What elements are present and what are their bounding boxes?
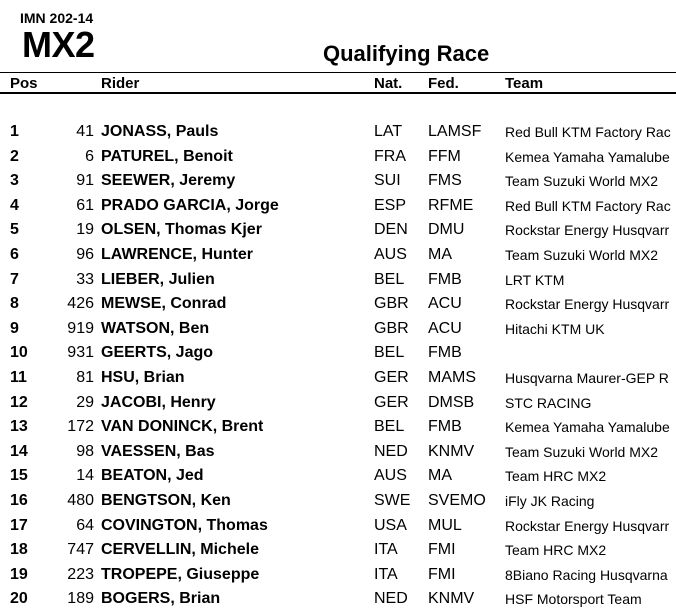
team-name: Red Bull KTM Factory Rac: [505, 197, 671, 214]
nationality: ESP: [374, 196, 407, 214]
race-number: 172: [67, 418, 94, 436]
rider-name: HSU, Brian: [101, 368, 185, 386]
nationality: ITA: [374, 541, 398, 559]
event-code: IMN 202-14: [20, 10, 94, 26]
federation: MA: [428, 467, 452, 485]
team-name: STC RACING: [505, 394, 592, 411]
table-row: [0, 268, 676, 293]
race-number: 96: [76, 245, 94, 263]
race-number: 931: [67, 344, 94, 362]
race-number: 29: [76, 393, 94, 411]
federation: ACU: [428, 295, 462, 313]
rider-name: VAN DONINCK, Brent: [101, 418, 264, 436]
rider-name: VAESSEN, Bas: [101, 442, 215, 460]
position: 6: [10, 245, 19, 263]
nationality: USA: [374, 516, 407, 534]
position: 2: [10, 147, 19, 165]
class-name: MX2: [22, 24, 95, 65]
team-name: Team Suzuki World MX2: [505, 173, 659, 190]
table-row: [0, 243, 676, 268]
federation: DMU: [428, 221, 465, 239]
team-name: LRT KTM: [505, 271, 565, 288]
race-number: 426: [67, 295, 94, 313]
race-number: 480: [67, 491, 94, 509]
position: 3: [10, 172, 19, 190]
federation: FMS: [428, 172, 462, 190]
team-name: Rockstar Energy Husqvarr: [505, 517, 670, 534]
federation: MAMS: [428, 368, 476, 386]
federation: FMI: [428, 565, 456, 583]
team-name: Kemea Yamaha Yamalube: [505, 419, 670, 436]
position: 9: [10, 319, 19, 337]
table-row: [0, 169, 676, 194]
nationality: GBR: [374, 319, 409, 337]
rider-name: PATUREL, Benoit: [101, 147, 233, 165]
nationality: GBR: [374, 295, 409, 313]
team-name: Team Suzuki World MX2: [505, 443, 659, 460]
nationality: BEL: [374, 344, 405, 362]
table-row: [0, 366, 676, 391]
race-number: 64: [76, 516, 94, 534]
position: 11: [10, 368, 27, 386]
team-name: Hitachi KTM UK: [505, 320, 605, 337]
race-number: 81: [76, 368, 94, 386]
column-header-fed: Fed.: [428, 75, 459, 92]
federation: ACU: [428, 319, 462, 337]
position: 17: [10, 516, 28, 534]
column-header-pos: Pos: [10, 75, 38, 92]
column-header-nat: Nat.: [374, 75, 403, 92]
federation: KNMV: [428, 590, 475, 608]
position: 16: [10, 491, 28, 509]
team-name: Rockstar Energy Husqvarr: [505, 222, 670, 239]
race-number: 223: [67, 565, 94, 583]
results-table: [0, 120, 676, 612]
position: 12: [10, 393, 28, 411]
rider-name: BEATON, Jed: [101, 467, 204, 485]
team-name: Rockstar Energy Husqvarr: [505, 296, 670, 313]
table-row: [0, 341, 676, 366]
table-row: [0, 415, 676, 440]
team-name: Husqvarna Maurer-GEP R: [505, 369, 669, 386]
position: 8: [10, 295, 19, 313]
federation: LAMSF: [428, 123, 482, 140]
team-name: Red Bull KTM Factory Rac: [505, 124, 671, 140]
rider-name: SEEWER, Jeremy: [101, 172, 236, 190]
position: 10: [10, 344, 28, 362]
nationality: AUS: [374, 245, 407, 263]
team-name: HSF Motorsport Team: [505, 591, 642, 608]
position: 13: [10, 418, 28, 436]
column-header-rider: Rider: [101, 75, 140, 92]
nationality: LAT: [374, 123, 403, 140]
rider-name: MEWSE, Conrad: [101, 295, 227, 313]
race-number: 747: [67, 541, 94, 559]
race-number: 98: [76, 442, 94, 460]
table-row: [0, 292, 676, 317]
rider-name: BOGERS, Brian: [101, 590, 221, 608]
rider-name: JACOBI, Henry: [101, 393, 216, 411]
race-number: 6: [85, 147, 94, 165]
table-row: [0, 218, 676, 243]
rider-name: GEERTS, Jago: [101, 344, 214, 362]
table-row: [0, 194, 676, 219]
rider-name: LAWRENCE, Hunter: [101, 245, 253, 263]
rider-name: PRADO GARCIA, Jorge: [101, 196, 279, 214]
federation: DMSB: [428, 393, 475, 411]
rider-name: COVINGTON, Thomas: [101, 516, 268, 534]
rider-name: JONASS, Pauls: [101, 123, 219, 140]
nationality: BEL: [374, 418, 405, 436]
team-name: Team Suzuki World MX2: [505, 246, 659, 263]
race-number: 919: [67, 319, 94, 337]
team-name: Kemea Yamaha Yamalube: [505, 148, 670, 165]
team-name: Team HRC MX2: [505, 468, 607, 485]
position: 15: [10, 467, 28, 485]
federation: FMB: [428, 270, 462, 288]
table-row: [0, 440, 676, 465]
nationality: GER: [374, 368, 409, 386]
position: 19: [10, 565, 28, 583]
federation: MUL: [428, 516, 462, 534]
race-number: 33: [76, 270, 94, 288]
position: 20: [10, 590, 28, 608]
federation: FFM: [428, 147, 461, 165]
federation: FMI: [428, 541, 456, 559]
table-row: [0, 317, 676, 342]
race-number: 41: [76, 123, 94, 140]
race-number: 61: [76, 196, 94, 214]
rider-name: BENGTSON, Ken: [101, 491, 231, 509]
table-row: [0, 538, 676, 563]
team-name: 8Biano Racing Husqvarna: [505, 566, 668, 583]
federation: SVEMO: [428, 491, 486, 509]
position: 18: [10, 541, 28, 559]
team-name: Team HRC MX2: [505, 542, 607, 559]
nationality: SWE: [374, 491, 411, 509]
nationality: FRA: [374, 147, 406, 165]
nationality: BEL: [374, 270, 405, 288]
rider-name: CERVELLIN, Michele: [101, 541, 259, 559]
team-name: iFly JK Racing: [505, 492, 595, 509]
table-row: [0, 120, 676, 145]
nationality: NED: [374, 442, 408, 460]
session-title: Qualifying Race: [323, 41, 490, 66]
position: 14: [10, 442, 28, 460]
table-row: [0, 464, 676, 489]
federation: FMB: [428, 418, 462, 436]
federation: FMB: [428, 344, 462, 362]
federation: MA: [428, 245, 452, 263]
federation: RFME: [428, 196, 474, 214]
table-row: [0, 489, 676, 514]
column-header-team: Team: [505, 75, 544, 92]
rider-name: WATSON, Ben: [101, 319, 210, 337]
rider-name: TROPEPE, Giuseppe: [101, 565, 260, 583]
race-number: 14: [76, 467, 94, 485]
rider-name: LIEBER, Julien: [101, 270, 215, 288]
position: 5: [10, 221, 19, 239]
nationality: ITA: [374, 565, 398, 583]
race-number: 91: [76, 172, 94, 190]
table-row: [0, 514, 676, 539]
nationality: GER: [374, 393, 409, 411]
table-row: [0, 587, 676, 612]
position: 7: [10, 270, 19, 288]
rider-name: OLSEN, Thomas Kjer: [101, 221, 262, 239]
table-row: [0, 145, 676, 170]
nationality: AUS: [374, 467, 407, 485]
nationality: NED: [374, 590, 408, 608]
nationality: DEN: [374, 221, 408, 239]
race-number: 189: [67, 590, 94, 608]
position: 1: [10, 123, 19, 140]
position: 4: [10, 196, 19, 214]
table-row: [0, 563, 676, 588]
race-number: 19: [76, 221, 94, 239]
nationality: SUI: [374, 172, 401, 190]
column-header-row: [0, 72, 676, 94]
federation: KNMV: [428, 442, 475, 460]
table-row: [0, 391, 676, 416]
